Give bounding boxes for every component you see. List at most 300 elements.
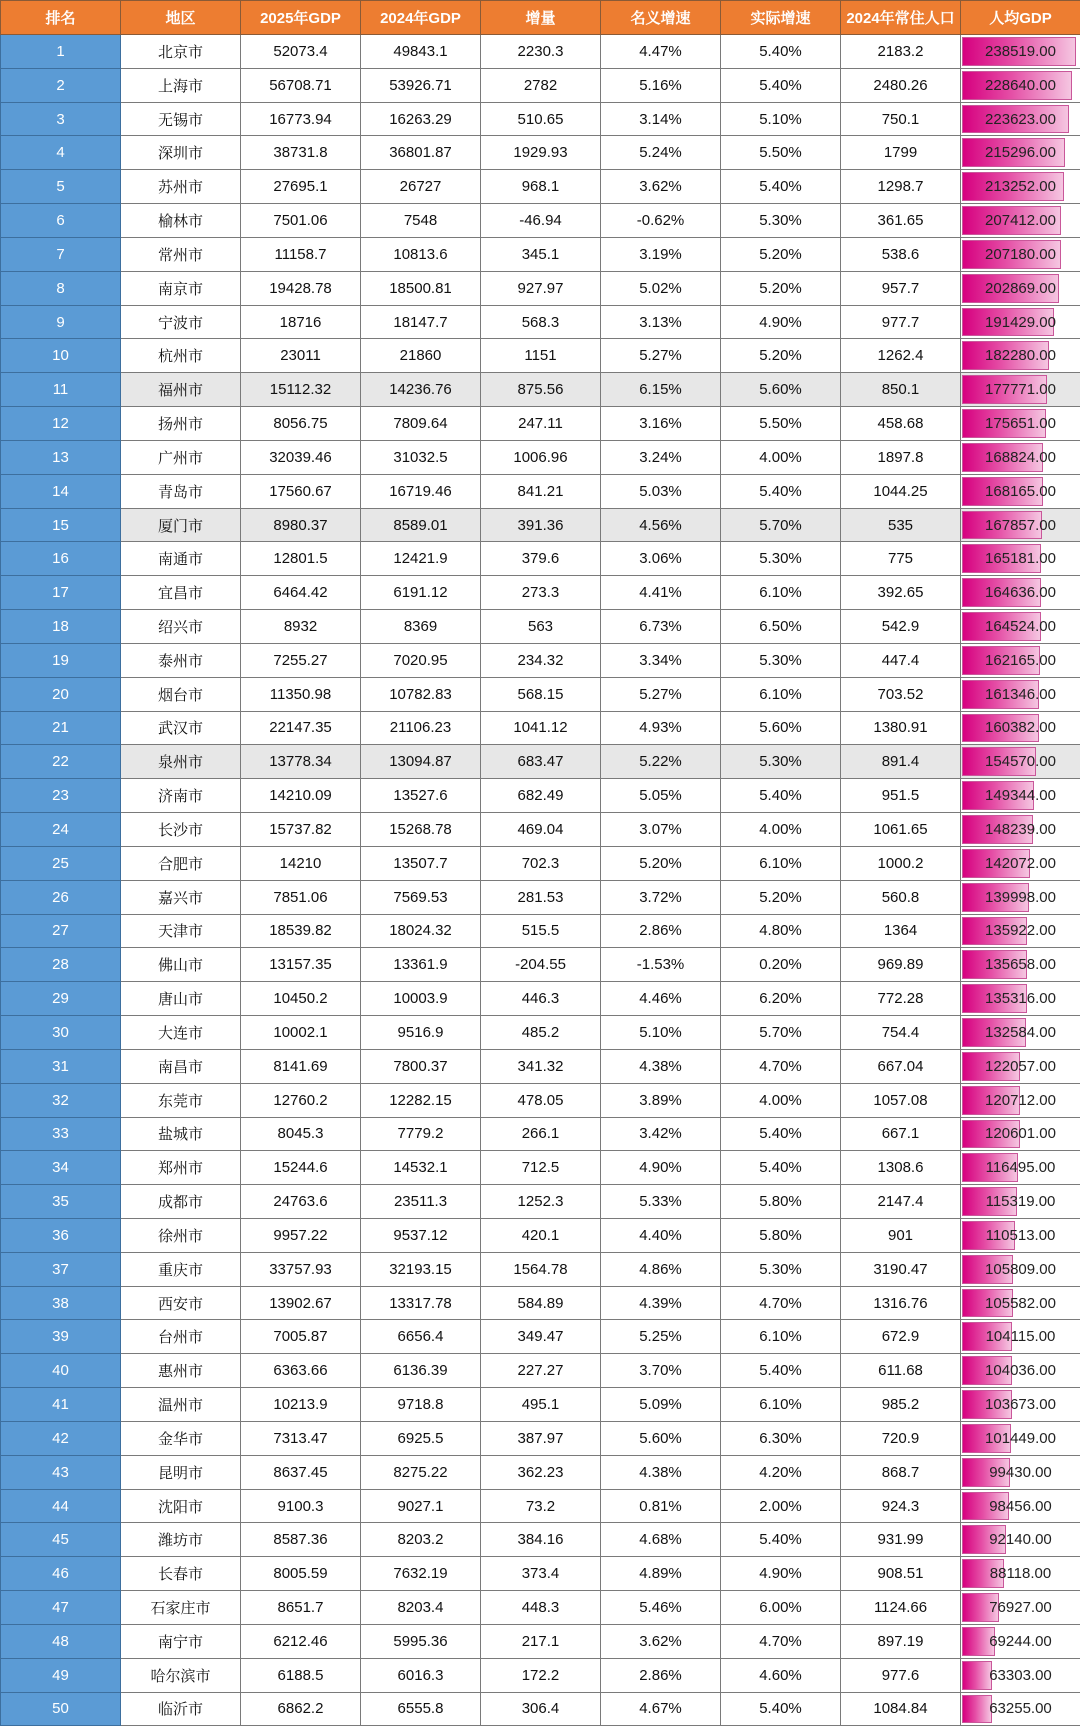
cell-gdp-per-capita	[961, 914, 1080, 948]
cell-gdp-per-capita	[961, 1320, 1080, 1354]
cell-region: 泰州市	[121, 643, 241, 677]
cell-increment: 495.1	[481, 1388, 601, 1422]
cell-population-2024: 2480.26	[841, 68, 961, 102]
cell-nominal-growth: 0.81%	[601, 1489, 721, 1523]
cell-increment: -46.94	[481, 204, 601, 238]
cell-nominal-growth: 4.40%	[601, 1218, 721, 1252]
cell-population-2024: 1124.66	[841, 1591, 961, 1625]
cell-real-growth: 5.40%	[721, 170, 841, 204]
cell-population-2024: 2147.4	[841, 1185, 961, 1219]
cell-rank: 36	[1, 1218, 121, 1252]
table-row	[1, 643, 1080, 677]
cell-real-growth: 6.10%	[721, 846, 841, 880]
cell-gdp-per-capita	[961, 779, 1080, 813]
gdp-per-capita-value: 207412.00	[985, 212, 1056, 230]
cell-region: 沈阳市	[121, 1489, 241, 1523]
table-row	[1, 170, 1080, 204]
cell-rank: 35	[1, 1185, 121, 1219]
cell-region: 青岛市	[121, 474, 241, 508]
cell-increment: 341.32	[481, 1049, 601, 1083]
cell-gdp-2024: 13361.9	[361, 948, 481, 982]
cell-nominal-growth: 2.86%	[601, 1658, 721, 1692]
cell-gdp-per-capita	[961, 576, 1080, 610]
cell-gdp-2024: 7779.2	[361, 1117, 481, 1151]
cell-nominal-growth: 4.38%	[601, 1049, 721, 1083]
gdp-per-capita-value: 142072.00	[985, 854, 1056, 872]
gdp-per-capita-value: 63303.00	[989, 1666, 1052, 1684]
cell-increment: 469.04	[481, 813, 601, 847]
cell-gdp-2024: 18500.81	[361, 271, 481, 305]
column-header-population-2024: 2024年常住人口	[841, 1, 961, 35]
cell-rank: 16	[1, 542, 121, 576]
cell-region: 东莞市	[121, 1083, 241, 1117]
cell-nominal-growth: 3.07%	[601, 813, 721, 847]
gdp-per-capita-value: 149344.00	[985, 787, 1056, 805]
cell-region: 常州市	[121, 237, 241, 271]
cell-gdp-2025: 16773.94	[241, 102, 361, 136]
gdp-per-capita-value: 168824.00	[985, 448, 1056, 466]
cell-nominal-growth: 3.62%	[601, 170, 721, 204]
cell-increment: 712.5	[481, 1151, 601, 1185]
cell-nominal-growth: 3.34%	[601, 643, 721, 677]
cell-gdp-2024: 21106.23	[361, 711, 481, 745]
cell-population-2024: 535	[841, 508, 961, 542]
cell-nominal-growth: 5.24%	[601, 136, 721, 170]
cell-population-2024: 538.6	[841, 237, 961, 271]
cell-gdp-per-capita	[961, 407, 1080, 441]
cell-rank: 41	[1, 1388, 121, 1422]
cell-gdp-2025: 8980.37	[241, 508, 361, 542]
cell-increment: 515.5	[481, 914, 601, 948]
cell-nominal-growth: 3.89%	[601, 1083, 721, 1117]
cell-gdp-2024: 7569.53	[361, 880, 481, 914]
cell-increment: 379.6	[481, 542, 601, 576]
cell-nominal-growth: 4.93%	[601, 711, 721, 745]
cell-real-growth: 5.40%	[721, 779, 841, 813]
cell-increment: 281.53	[481, 880, 601, 914]
cell-population-2024: 1316.76	[841, 1286, 961, 1320]
cell-population-2024: 392.65	[841, 576, 961, 610]
cell-gdp-per-capita	[961, 1692, 1080, 1726]
cell-population-2024: 611.68	[841, 1354, 961, 1388]
cell-population-2024: 542.9	[841, 610, 961, 644]
cell-region: 温州市	[121, 1388, 241, 1422]
cell-nominal-growth: 3.42%	[601, 1117, 721, 1151]
cell-real-growth: 5.60%	[721, 373, 841, 407]
cell-nominal-growth: 5.33%	[601, 1185, 721, 1219]
cell-gdp-2025: 17560.67	[241, 474, 361, 508]
gdp-per-capita-value: 132584.00	[985, 1023, 1056, 1041]
gdp-per-capita-value: 99430.00	[989, 1463, 1052, 1481]
cell-gdp-per-capita	[961, 68, 1080, 102]
table-row	[1, 68, 1080, 102]
cell-gdp-2024: 21860	[361, 339, 481, 373]
column-header-gdp-per-capita: 人均GDP	[961, 1, 1080, 35]
cell-population-2024: 1044.25	[841, 474, 961, 508]
cell-gdp-2024: 6925.5	[361, 1421, 481, 1455]
cell-real-growth: 5.30%	[721, 745, 841, 779]
cell-region: 烟台市	[121, 677, 241, 711]
cell-region: 南京市	[121, 271, 241, 305]
cell-gdp-per-capita	[961, 1523, 1080, 1557]
cell-gdp-2025: 6464.42	[241, 576, 361, 610]
cell-increment: 563	[481, 610, 601, 644]
cell-population-2024: 667.1	[841, 1117, 961, 1151]
cell-gdp-per-capita	[961, 170, 1080, 204]
cell-gdp-per-capita	[961, 948, 1080, 982]
table-row	[1, 846, 1080, 880]
cell-gdp-per-capita	[961, 1016, 1080, 1050]
cell-gdp-2024: 7548	[361, 204, 481, 238]
cell-gdp-2025: 13902.67	[241, 1286, 361, 1320]
cell-gdp-2024: 15268.78	[361, 813, 481, 847]
data-bar	[962, 1661, 992, 1690]
cell-real-growth: 4.60%	[721, 1658, 841, 1692]
cell-real-growth: 6.10%	[721, 1388, 841, 1422]
cell-gdp-per-capita	[961, 508, 1080, 542]
cell-gdp-2024: 9537.12	[361, 1218, 481, 1252]
cell-region: 上海市	[121, 68, 241, 102]
gdp-per-capita-value: 207180.00	[985, 245, 1056, 263]
cell-rank: 5	[1, 170, 121, 204]
gdp-per-capita-value: 98456.00	[989, 1497, 1052, 1515]
gdp-per-capita-value: 223623.00	[985, 110, 1056, 128]
cell-population-2024: 901	[841, 1218, 961, 1252]
cell-gdp-2025: 7851.06	[241, 880, 361, 914]
cell-increment: 1929.93	[481, 136, 601, 170]
cell-nominal-growth: 3.70%	[601, 1354, 721, 1388]
cell-region: 昆明市	[121, 1455, 241, 1489]
cell-gdp-per-capita	[961, 813, 1080, 847]
cell-gdp-2025: 9100.3	[241, 1489, 361, 1523]
gdp-per-capita-value: 148239.00	[985, 820, 1056, 838]
cell-gdp-per-capita	[961, 204, 1080, 238]
cell-rank: 13	[1, 440, 121, 474]
cell-gdp-per-capita	[961, 1557, 1080, 1591]
cell-gdp-per-capita	[961, 35, 1080, 69]
cell-increment: 1041.12	[481, 711, 601, 745]
cell-gdp-2024: 18147.7	[361, 305, 481, 339]
cell-region: 扬州市	[121, 407, 241, 441]
cell-real-growth: 5.40%	[721, 1523, 841, 1557]
cell-population-2024: 1298.7	[841, 170, 961, 204]
cell-population-2024: 957.7	[841, 271, 961, 305]
cell-gdp-2025: 32039.46	[241, 440, 361, 474]
cell-region: 厦门市	[121, 508, 241, 542]
cell-real-growth: 5.10%	[721, 102, 841, 136]
cell-gdp-2024: 7800.37	[361, 1049, 481, 1083]
cell-region: 潍坊市	[121, 1523, 241, 1557]
table-row	[1, 914, 1080, 948]
cell-gdp-2025: 8045.3	[241, 1117, 361, 1151]
cell-region: 临沂市	[121, 1692, 241, 1726]
cell-gdp-2024: 14236.76	[361, 373, 481, 407]
cell-nominal-growth: 5.16%	[601, 68, 721, 102]
cell-rank: 21	[1, 711, 121, 745]
cell-nominal-growth: 5.46%	[601, 1591, 721, 1625]
gdp-per-capita-value: 167857.00	[985, 516, 1056, 534]
cell-nominal-growth: 6.73%	[601, 610, 721, 644]
cell-increment: 266.1	[481, 1117, 601, 1151]
cell-increment: 172.2	[481, 1658, 601, 1692]
cell-increment: 362.23	[481, 1455, 601, 1489]
cell-population-2024: 1364	[841, 914, 961, 948]
cell-rank: 33	[1, 1117, 121, 1151]
cell-region: 台州市	[121, 1320, 241, 1354]
gdp-per-capita-value: 135316.00	[985, 990, 1056, 1008]
cell-gdp-2024: 10003.9	[361, 982, 481, 1016]
table-row	[1, 711, 1080, 745]
cell-gdp-per-capita	[961, 339, 1080, 373]
cell-rank: 24	[1, 813, 121, 847]
cell-gdp-2024: 36801.87	[361, 136, 481, 170]
cell-increment: 345.1	[481, 237, 601, 271]
cell-gdp-2024: 7020.95	[361, 643, 481, 677]
table-row	[1, 745, 1080, 779]
cell-rank: 38	[1, 1286, 121, 1320]
gdp-per-capita-value: 160382.00	[985, 719, 1056, 737]
cell-gdp-2024: 10813.6	[361, 237, 481, 271]
cell-increment: 306.4	[481, 1692, 601, 1726]
cell-region: 广州市	[121, 440, 241, 474]
cell-rank: 39	[1, 1320, 121, 1354]
cell-real-growth: 6.20%	[721, 982, 841, 1016]
gdp-per-capita-value: 104036.00	[985, 1362, 1056, 1380]
table-row	[1, 1421, 1080, 1455]
column-header-nominal-growth: 名义增速	[601, 1, 721, 35]
cell-increment: 420.1	[481, 1218, 601, 1252]
cell-gdp-2024: 8203.2	[361, 1523, 481, 1557]
table-row	[1, 1354, 1080, 1388]
gdp-per-capita-value: 154570.00	[985, 753, 1056, 771]
cell-gdp-2024: 6136.39	[361, 1354, 481, 1388]
gdp-per-capita-value: 110513.00	[985, 1226, 1056, 1244]
cell-rank: 19	[1, 643, 121, 677]
cell-population-2024: 868.7	[841, 1455, 961, 1489]
cell-real-growth: 5.70%	[721, 1016, 841, 1050]
cell-rank: 17	[1, 576, 121, 610]
cell-gdp-2024: 5995.36	[361, 1624, 481, 1658]
cell-gdp-2025: 7501.06	[241, 204, 361, 238]
table-header-row	[1, 1, 1080, 35]
cell-population-2024: 977.6	[841, 1658, 961, 1692]
table-row	[1, 1455, 1080, 1489]
cell-gdp-2025: 15737.82	[241, 813, 361, 847]
cell-real-growth: 6.10%	[721, 1320, 841, 1354]
cell-nominal-growth: 4.41%	[601, 576, 721, 610]
cell-gdp-2025: 18716	[241, 305, 361, 339]
cell-gdp-per-capita	[961, 136, 1080, 170]
cell-population-2024: 361.65	[841, 204, 961, 238]
cell-population-2024: 985.2	[841, 1388, 961, 1422]
cell-rank: 2	[1, 68, 121, 102]
cell-real-growth: 5.20%	[721, 339, 841, 373]
cell-gdp-per-capita	[961, 1421, 1080, 1455]
cell-region: 嘉兴市	[121, 880, 241, 914]
cell-gdp-per-capita	[961, 643, 1080, 677]
cell-population-2024: 775	[841, 542, 961, 576]
gdp-per-capita-value: 63255.00	[989, 1700, 1052, 1718]
cell-gdp-2024: 16719.46	[361, 474, 481, 508]
cell-nominal-growth: 5.10%	[601, 1016, 721, 1050]
gdp-per-capita-value: 191429.00	[985, 313, 1056, 331]
cell-gdp-2024: 7632.19	[361, 1557, 481, 1591]
table-row	[1, 1083, 1080, 1117]
cell-region: 长沙市	[121, 813, 241, 847]
cell-gdp-per-capita	[961, 305, 1080, 339]
cell-real-growth: 5.30%	[721, 643, 841, 677]
cell-nominal-growth: 3.06%	[601, 542, 721, 576]
cell-rank: 34	[1, 1151, 121, 1185]
gdp-per-capita-value: 213252.00	[985, 178, 1056, 196]
cell-increment: 568.15	[481, 677, 601, 711]
cell-gdp-per-capita	[961, 1286, 1080, 1320]
table-row	[1, 339, 1080, 373]
cell-region: 宁波市	[121, 305, 241, 339]
table-row	[1, 1658, 1080, 1692]
cell-gdp-2025: 13778.34	[241, 745, 361, 779]
cell-gdp-per-capita	[961, 1624, 1080, 1658]
gdp-per-capita-value: 69244.00	[989, 1632, 1052, 1650]
cell-population-2024: 969.89	[841, 948, 961, 982]
cell-real-growth: 6.50%	[721, 610, 841, 644]
cell-gdp-per-capita	[961, 542, 1080, 576]
cell-nominal-growth: 5.27%	[601, 677, 721, 711]
gdp-per-capita-value: 105582.00	[985, 1294, 1056, 1312]
cell-real-growth: 2.00%	[721, 1489, 841, 1523]
table-row	[1, 779, 1080, 813]
cell-increment: 273.3	[481, 576, 601, 610]
cell-nominal-growth: -1.53%	[601, 948, 721, 982]
cell-rank: 28	[1, 948, 121, 982]
cell-gdp-per-capita	[961, 1218, 1080, 1252]
cell-gdp-2025: 6212.46	[241, 1624, 361, 1658]
table-row	[1, 1388, 1080, 1422]
cell-gdp-2024: 16263.29	[361, 102, 481, 136]
table-row	[1, 474, 1080, 508]
cell-rank: 26	[1, 880, 121, 914]
cell-nominal-growth: 5.02%	[601, 271, 721, 305]
cell-real-growth: 0.20%	[721, 948, 841, 982]
cell-gdp-2025: 7313.47	[241, 1421, 361, 1455]
cell-real-growth: 5.40%	[721, 68, 841, 102]
gdp-per-capita-value: 168165.00	[985, 482, 1056, 500]
data-bar	[962, 1695, 992, 1724]
cell-increment: 485.2	[481, 1016, 601, 1050]
cell-gdp-2025: 12760.2	[241, 1083, 361, 1117]
cell-rank: 6	[1, 204, 121, 238]
cell-gdp-2025: 6188.5	[241, 1658, 361, 1692]
table-row	[1, 1557, 1080, 1591]
cell-nominal-growth: 3.24%	[601, 440, 721, 474]
cell-gdp-2024: 26727	[361, 170, 481, 204]
cell-region: 绍兴市	[121, 610, 241, 644]
cell-gdp-2025: 24763.6	[241, 1185, 361, 1219]
cell-rank: 11	[1, 373, 121, 407]
cell-gdp-2024: 8275.22	[361, 1455, 481, 1489]
cell-increment: 1151	[481, 339, 601, 373]
cell-real-growth: 4.80%	[721, 914, 841, 948]
cell-gdp-per-capita	[961, 1489, 1080, 1523]
cell-nominal-growth: 5.09%	[601, 1388, 721, 1422]
cell-nominal-growth: 5.20%	[601, 846, 721, 880]
cell-region: 西安市	[121, 1286, 241, 1320]
cell-rank: 46	[1, 1557, 121, 1591]
cell-gdp-2025: 19428.78	[241, 271, 361, 305]
gdp-per-capita-value: 165181.00	[985, 550, 1056, 568]
cell-increment: 234.32	[481, 643, 601, 677]
cell-increment: 384.16	[481, 1523, 601, 1557]
cell-population-2024: 560.8	[841, 880, 961, 914]
cell-region: 石家庄市	[121, 1591, 241, 1625]
cell-nominal-growth: 3.19%	[601, 237, 721, 271]
cell-increment: 478.05	[481, 1083, 601, 1117]
cell-region: 合肥市	[121, 846, 241, 880]
cell-population-2024: 891.4	[841, 745, 961, 779]
cell-gdp-per-capita	[961, 610, 1080, 644]
cell-nominal-growth: 4.46%	[601, 982, 721, 1016]
cell-rank: 37	[1, 1252, 121, 1286]
cell-gdp-per-capita	[961, 1455, 1080, 1489]
cell-population-2024: 1799	[841, 136, 961, 170]
gdp-per-capita-value: 88118.00	[989, 1565, 1052, 1583]
cell-region: 宜昌市	[121, 576, 241, 610]
cell-rank: 23	[1, 779, 121, 813]
gdp-per-capita-value: 139998.00	[985, 888, 1056, 906]
table-row	[1, 576, 1080, 610]
cell-increment: 683.47	[481, 745, 601, 779]
cell-gdp-2025: 9957.22	[241, 1218, 361, 1252]
cell-gdp-per-capita	[961, 846, 1080, 880]
table-row	[1, 1591, 1080, 1625]
table-row	[1, 440, 1080, 474]
cell-gdp-2025: 33757.93	[241, 1252, 361, 1286]
table-row	[1, 1523, 1080, 1557]
table-row	[1, 1489, 1080, 1523]
cell-population-2024: 772.28	[841, 982, 961, 1016]
cell-gdp-per-capita	[961, 1151, 1080, 1185]
gdp-per-capita-value: 161346.00	[985, 685, 1056, 703]
cell-nominal-growth: 4.47%	[601, 35, 721, 69]
cell-real-growth: 4.00%	[721, 1083, 841, 1117]
cell-gdp-per-capita	[961, 1252, 1080, 1286]
cell-increment: 448.3	[481, 1591, 601, 1625]
cell-gdp-2024: 23511.3	[361, 1185, 481, 1219]
cell-gdp-2024: 8369	[361, 610, 481, 644]
cell-gdp-2025: 11158.7	[241, 237, 361, 271]
cell-increment: 247.11	[481, 407, 601, 441]
cell-population-2024: 908.51	[841, 1557, 961, 1591]
table-row	[1, 1320, 1080, 1354]
cell-population-2024: 931.99	[841, 1523, 961, 1557]
column-header-real-growth: 实际增速	[721, 1, 841, 35]
cell-population-2024: 703.52	[841, 677, 961, 711]
cell-region: 北京市	[121, 35, 241, 69]
cell-rank: 31	[1, 1049, 121, 1083]
cell-rank: 9	[1, 305, 121, 339]
cell-region: 南宁市	[121, 1624, 241, 1658]
cell-region: 长春市	[121, 1557, 241, 1591]
cell-increment: 584.89	[481, 1286, 601, 1320]
cell-gdp-2025: 12801.5	[241, 542, 361, 576]
table-row	[1, 102, 1080, 136]
cell-increment: 927.97	[481, 271, 601, 305]
cell-region: 南昌市	[121, 1049, 241, 1083]
cell-gdp-per-capita	[961, 1185, 1080, 1219]
table-row	[1, 610, 1080, 644]
gdp-per-capita-value: 162165.00	[985, 651, 1056, 669]
cell-rank: 40	[1, 1354, 121, 1388]
